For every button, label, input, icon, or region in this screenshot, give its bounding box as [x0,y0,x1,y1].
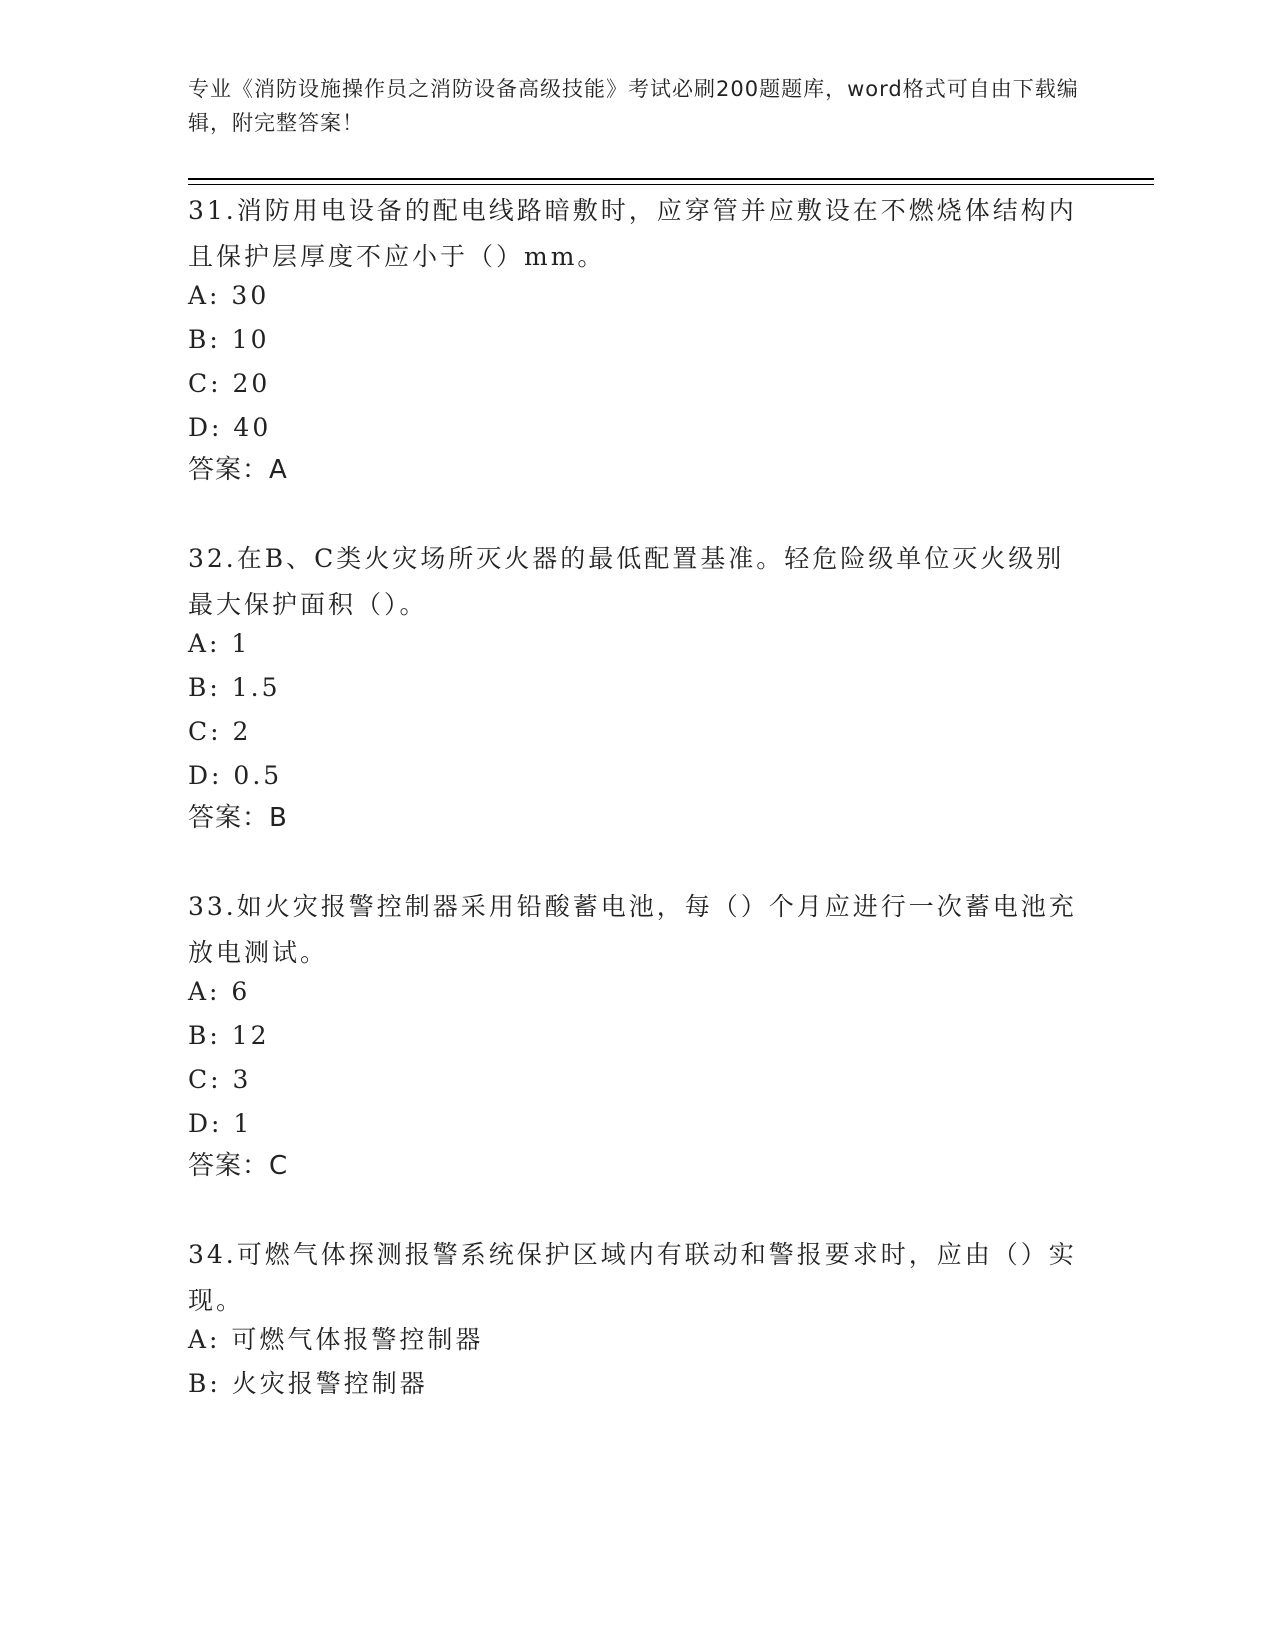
question-32-option-b: B: 1.5 [188,673,281,702]
question-33-text: 33.如火灾报警控制器采用铅酸蓄电池，每（）个月应进行一次蓄电池充放电测试。 [188,892,1077,967]
question-31-answer: 答案：A [188,455,288,485]
question-32-option-a: A: 1 [188,629,251,658]
question-33-option-c: C: 3 [188,1065,252,1094]
question-32-answer: 答案：B [188,803,288,833]
header-divider-thick [188,178,1154,180]
question-32-option-c: C: 2 [188,717,252,746]
question-33-option-b: B: 12 [188,1021,270,1050]
document-header: 专业《消防设施操作员之消防设备高级技能》考试必刷200题题库，word格式可自由下载编辑，附完整答案！ [188,77,1079,135]
question-32-text: 32.在B、C类火灾场所灭火器的最低配置基准。轻危险级单位灭火级别最大保护面积（）。 [188,544,1065,619]
question-31-option-c: C: 20 [188,369,271,398]
question-34-option-a: A: 可燃气体报警控制器 [188,1325,484,1354]
question-31-text: 31.消防用电设备的配电线路暗敷时，应穿管并应敷设在不燃烧体结构内且保护层厚度不应小于（）mm。 [188,196,1077,271]
question-31-option-b: B: 10 [188,325,270,354]
question-31-option-d: D: 40 [188,413,272,442]
question-32-option-d: D: 0.5 [188,761,283,790]
question-34-text: 34.可燃气体探测报警系统保护区域内有联动和警报要求时，应由（）实现。 [188,1240,1077,1315]
question-33-answer: 答案：C [188,1151,289,1181]
question-31-option-a: A: 30 [188,281,270,310]
header-divider-thin [188,184,1154,185]
question-33-option-d: D: 1 [188,1109,253,1138]
question-34-option-b: B: 火灾报警控制器 [188,1369,428,1398]
question-33-option-a: A: 6 [188,977,251,1006]
